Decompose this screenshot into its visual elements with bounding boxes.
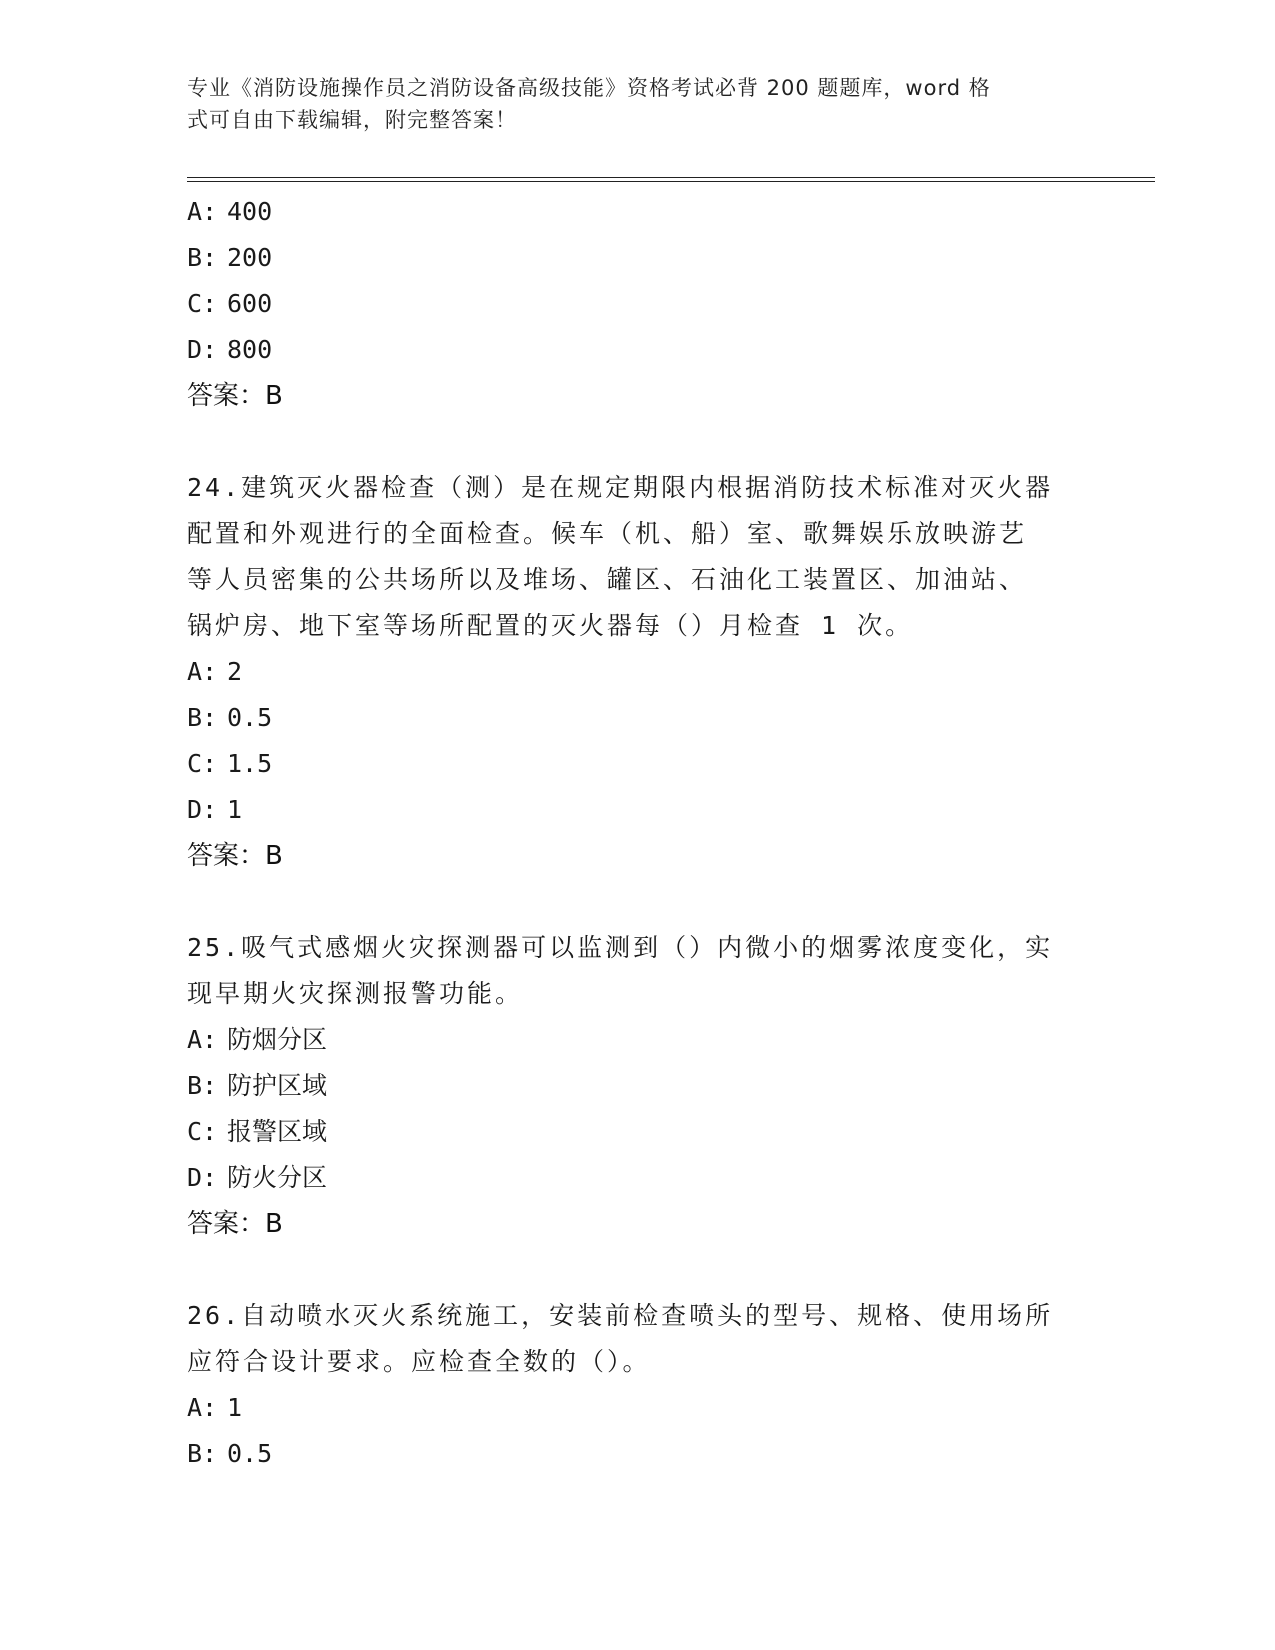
option-d: D: 防火分区 bbox=[187, 1163, 328, 1192]
option-a: A: 2 bbox=[187, 657, 243, 686]
question-23 bbox=[187, 189, 1087, 419]
question-text: 25.吸气式感烟火灾探测器可以监测到（）内微小的烟雾浓度变化，实 现早期火灾探测报警功能。 bbox=[187, 933, 1054, 1008]
question-text: 24.建筑灭火器检查（测）是在规定期限内根据消防技术标准对灭火器 配置和外观进行的全面检查。候车（机、船）室、歌舞娱乐放映游艺 等人员密集的公共场所以及堆场、罐区、石油化工装置区、加油站、 锅炉房、地下室等场所配置的灭火器每（）月检查 1 次。 bbox=[187, 473, 1054, 640]
option-d: D: 1 bbox=[187, 795, 243, 824]
answer: 答案：B bbox=[187, 1209, 283, 1239]
answer: 答案：B bbox=[187, 841, 283, 871]
question-text: 26.自动喷水灭火系统施工，安装前检查喷头的型号、规格、使用场所 应符合设计要求。应检查全数的（）。 bbox=[187, 1301, 1054, 1376]
option-c: C: 1.5 bbox=[187, 749, 273, 778]
header-rule-top bbox=[187, 177, 1155, 178]
option-b: B: 0.5 bbox=[187, 703, 273, 732]
header-rule-bottom bbox=[187, 181, 1155, 182]
document-body bbox=[187, 189, 1087, 1477]
option-b: B: 0.5 bbox=[187, 1439, 273, 1468]
option-c: C: 报警区域 bbox=[187, 1117, 328, 1146]
document-header bbox=[187, 72, 1067, 136]
question-24 bbox=[187, 465, 1087, 879]
option-b: B: 200 bbox=[187, 243, 273, 272]
option-a: A: 400 bbox=[187, 197, 273, 226]
header-line-1: 专业《消防设施操作员之消防设备高级技能》资格考试必背 200 题题库，word 格 bbox=[187, 76, 991, 100]
option-b: B: 防护区域 bbox=[187, 1071, 328, 1100]
question-26 bbox=[187, 1293, 1087, 1477]
option-a: A: 1 bbox=[187, 1393, 243, 1422]
option-d: D: 800 bbox=[187, 335, 273, 364]
option-c: C: 600 bbox=[187, 289, 273, 318]
header-line-2: 式可自由下载编辑，附完整答案！ bbox=[187, 108, 517, 132]
question-25 bbox=[187, 925, 1087, 1247]
answer: 答案：B bbox=[187, 381, 283, 411]
option-a: A: 防烟分区 bbox=[187, 1025, 328, 1054]
